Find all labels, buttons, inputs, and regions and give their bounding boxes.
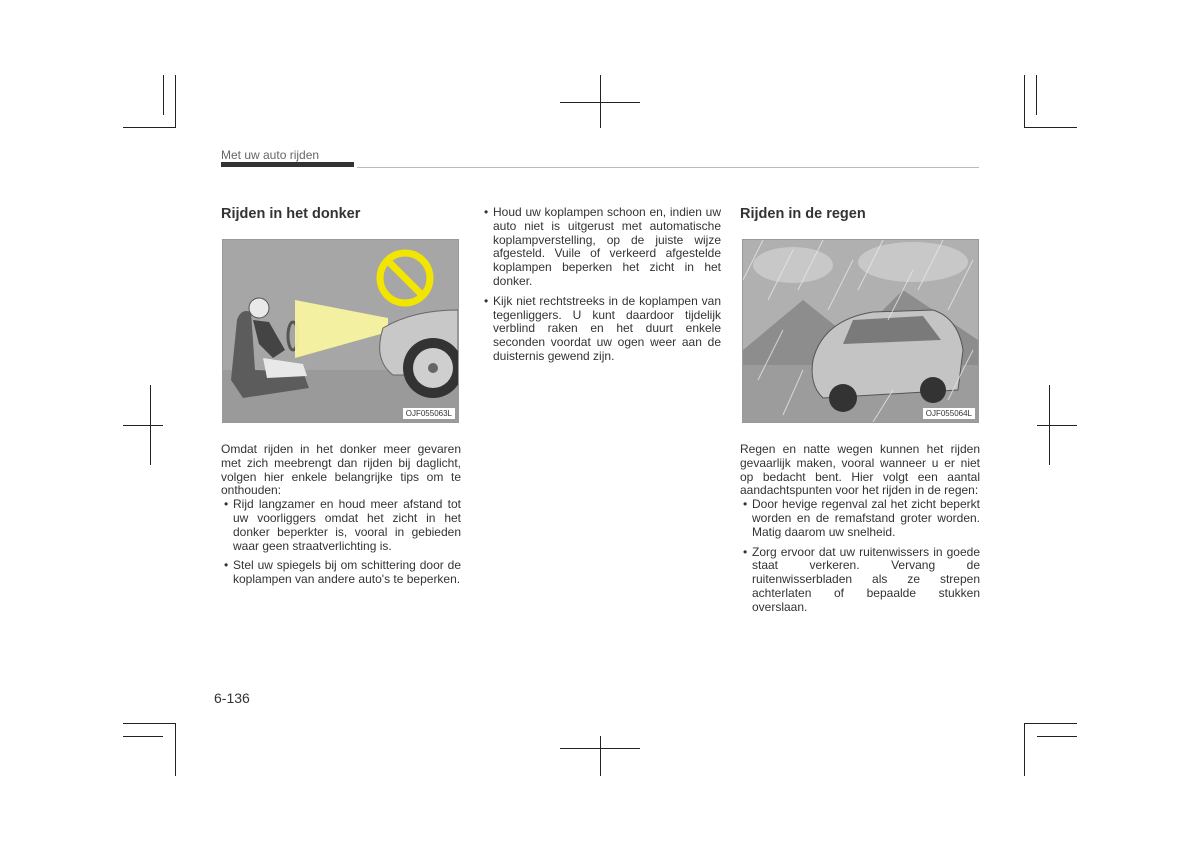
heading-driving-dark: Rijden in het donker	[221, 206, 361, 222]
figure-night-driving	[222, 239, 459, 423]
list-item: • Zorg ervoor dat uw ruitenwissers in goede staat verkeren. Vervang de ruitenwisserbladen als ze strepen achterlaten of bepaalde stukken overslaan.	[743, 544, 980, 614]
tips-list	[481, 206, 721, 364]
bullet-icon: •	[224, 558, 229, 573]
heading-driving-rain: Rijden in de regen	[740, 206, 866, 222]
header-bar	[221, 162, 354, 167]
rain-driving-illustration	[743, 240, 978, 422]
night-driving-illustration	[223, 240, 458, 422]
bullet-icon: •	[743, 497, 748, 512]
left-body	[221, 443, 461, 593]
list-item: • Kijk niet rechtstreeks in de koplampen van tegenliggers. U kunt daardoor tijdelijk verblind raken en het duurt enkele seconden voordat uw ogen weer aan de duisternis gewend zijn.	[484, 293, 721, 363]
figure-code: OJF055064L	[923, 408, 975, 419]
intro-paragraph: Regen en natte wegen kunnen het rijden gevaarlijk maken, vooral wanneer u er niet op bedacht bent. Hier volgt een aantal aandachtspunten voor het rijden in de regen:	[740, 442, 980, 498]
section-title: Met uw auto rijden	[221, 148, 320, 162]
bullet-icon: •	[484, 293, 489, 308]
header-rule	[357, 167, 979, 168]
bullet-icon: •	[484, 205, 489, 219]
tips-list	[221, 498, 461, 587]
tips-list	[740, 498, 980, 614]
figure-code: OJF055063L	[403, 408, 455, 419]
page-number: 6-136	[214, 690, 250, 706]
bullet-icon: •	[224, 497, 229, 512]
middle-body	[481, 206, 721, 370]
list-item: • Door hevige regenval zal het zicht beperkt worden en de remafstand groter worden. Matig daarom uw snelheid.	[743, 497, 980, 539]
bullet-icon: •	[743, 544, 748, 559]
list-item: • Houd uw koplampen schoon en, indien uw auto niet is uitgerust met automatische koplampverstelling, op de juiste wijze afgesteld. Vuile of verkeerd afgestelde koplampen beperken het zicht in het donker.	[484, 205, 721, 288]
list-item: • Stel uw spiegels bij om schittering door de koplampen van andere auto's te beperken.	[224, 558, 461, 587]
right-body	[740, 443, 980, 621]
figure-rain-driving	[742, 239, 979, 423]
intro-paragraph: Omdat rijden in het donker meer gevaren met zich meebrengt dan rijden bij daglicht, volgen hier enkele belangrijke tips om te onthouden:	[221, 442, 461, 498]
list-item: • Rijd langzamer en houd meer afstand tot uw voorliggers omdat het zicht in het donker beperkter is, vooral in gebieden waar geen straatverlichting is.	[224, 497, 461, 553]
